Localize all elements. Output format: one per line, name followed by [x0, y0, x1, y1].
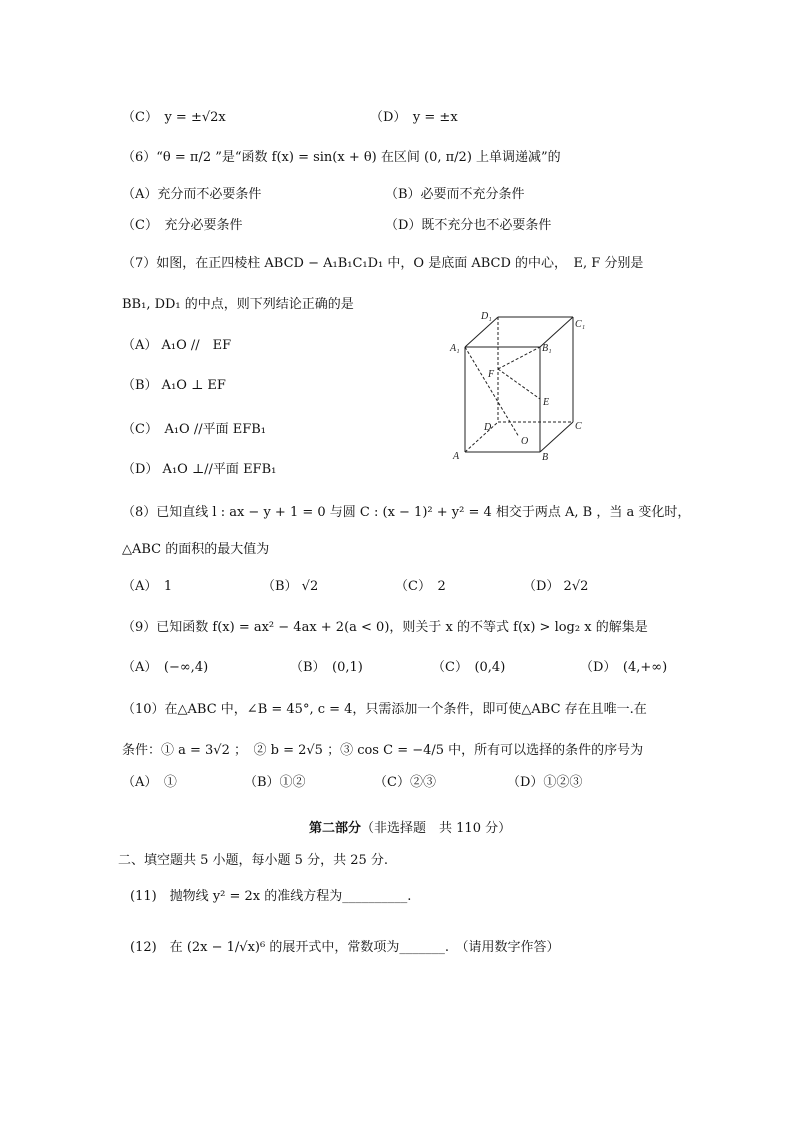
q5-option-c: （C） y = ±√2x: [122, 110, 226, 125]
segment-a1o: [465, 347, 519, 437]
label-o: O: [521, 436, 529, 447]
question-7-cont: BB₁, DD₁ 的中点，则下列结论正确的是: [122, 297, 354, 312]
label-a1: A₁: [450, 343, 460, 354]
q6-option-b: （B）必要而不充分条件: [385, 187, 525, 202]
q9-option-c: （C） (0,4): [432, 660, 506, 675]
question-10-cont: 条件：① a = 3√2 ； ② b = 2√5 ；③ cos C = −4/5 中，所有可以选择的条件的序号为: [122, 743, 644, 758]
question-7: （7）如图，在正四棱柱 ABCD − A₁B₁C₁D₁ 中，O 是底面 ABCD 的中心， E, F 分别是: [122, 256, 644, 271]
question-8-cont: △ABC 的面积的最大值为: [122, 542, 270, 557]
label-d1: D₁: [481, 311, 492, 322]
q7-option-b: （B） A₁O ⊥ EF: [122, 378, 226, 393]
label-c1: C₁: [575, 319, 586, 330]
section-fill-in: 二、填空题共 5 小题，每小题 5 分，共 25 分.: [118, 853, 389, 868]
q6-option-a: （A）充分而不必要条件: [122, 187, 262, 202]
q8-option-d: （D） 2√2: [523, 579, 589, 594]
edge-bc: [540, 422, 573, 452]
q8-option-b: （B） √2: [262, 579, 319, 594]
q8-option-a: （A） 1: [122, 579, 173, 594]
q10-option-c: （C）②③: [374, 775, 436, 790]
q10-option-b: （B）①②: [244, 775, 306, 790]
label-e: E: [543, 397, 550, 408]
q9-option-a: （A） (−∞,4): [122, 660, 209, 675]
label-b: B: [542, 452, 549, 463]
segment-fb1: [498, 347, 540, 369]
question-9: （9）已知函数 f(x) = ax² − 4ax + 2(a < 0)，则关于 x 的不等式 f(x) > log₂ x 的解集是: [122, 620, 648, 635]
q6-option-c: （C） 充分必要条件: [122, 218, 243, 233]
question-6: （6）“θ = π/2 ”是“函数 f(x) = sin(x + θ) 在区间 (0, π/2) 上单调递减”的: [122, 150, 561, 165]
label-f: F: [488, 369, 495, 380]
question-12: (12) 在 (2x − 1/√x)⁶ 的展开式中，常数项为_______. （请用数字作答）: [130, 940, 560, 955]
label-b1: B₁: [542, 343, 552, 354]
q7-option-c: （C） A₁O //平面 EFB₁: [122, 422, 267, 437]
q9-option-b: （B） (0,1): [290, 660, 363, 675]
q5-option-d: （D） y = ±x: [370, 110, 458, 125]
q9-option-d: （D） (4,+∞): [580, 660, 668, 675]
q10-option-a: （A） ①: [122, 775, 177, 790]
q7-option-d: （D） A₁O ⊥//平面 EFB₁: [122, 462, 277, 477]
question-8: （8）已知直线 l : ax − y + 1 = 0 与圆 C : (x − 1)² + y² = 4 相交于两点 A, B ，当 a 变化时，: [122, 505, 691, 520]
part-two-subtitle: （非选择题 共 110 分）: [361, 821, 512, 836]
label-a: A: [453, 451, 460, 462]
part-two-heading: [309, 819, 511, 839]
q7-option-a: （A） A₁O // EF: [122, 338, 232, 353]
q6-option-d: （D）既不充分也不必要条件: [385, 218, 552, 233]
segment-fe: [498, 369, 540, 399]
q10-option-d: （D）①②③: [507, 775, 583, 790]
edge-ad: [465, 422, 498, 452]
question-10: （10）在△ABC 中，∠B = 45°, c = 4，只需添加一个条件，即可使△ABC 存在且唯一.在: [122, 702, 647, 717]
label-d: D: [484, 422, 492, 433]
prism-figure: [448, 305, 598, 465]
question-11: (11) 抛物线 y² = 2x 的准线方程为__________.: [130, 889, 412, 904]
q8-option-c: （C） 2: [395, 579, 446, 594]
part-two-title: 第二部分: [309, 821, 362, 836]
label-c: C: [575, 421, 582, 432]
